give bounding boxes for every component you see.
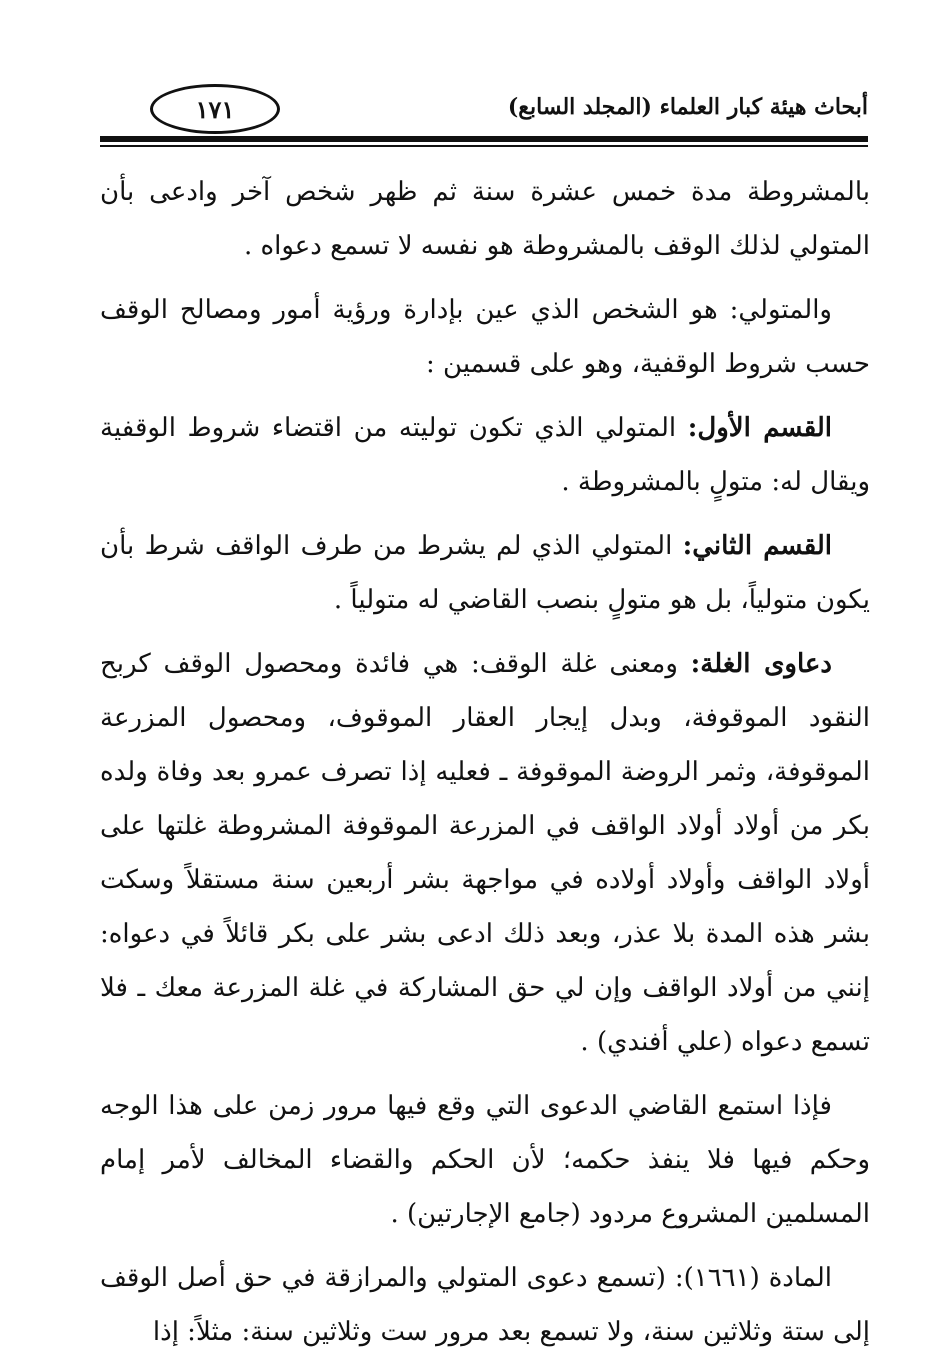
- paragraph-4: [100, 519, 870, 627]
- paragraph-4-text: المتولي الذي لم يشرط من طرف الواقف شرط بأن يكون متولياً، بل هو متولٍ بنصب القاضي له متولياً .: [100, 531, 870, 615]
- paragraph-3-text: المتولي الذي تكون توليته من اقتضاء شروط الوقفية ويقال له: متولٍ بالمشروطة .: [100, 413, 870, 497]
- page-header: [100, 84, 868, 146]
- paragraph-5-text: ومعنى غلة الوقف: هي فائدة ومحصول الوقف كربح النقود الموقوفة، وبدل إيجار العقار الموقوف، ومحصول المزرعة الموقوفة، وثمر الروضة الموقوفة ـ فعليه إذا تصرف عمرو بعد وفاة ولده بكر من أولاد أولاد الواقف في المزرعة الموقوفة المشروطة غلتها على أولاد الواقف وأولاد أولاده في مواجهة بشر أربعين سنة مستقلاً وسكت بشر هذه المدة بلا عذر، وبعد ذلك ادعى بشر على بكر قائلاً في دعواه: إنني من أولاد الواقف وإن لي حق المشاركة في غلة المزرعة معك ـ فلا تسمع دعواه (علي أفندي) .: [100, 649, 870, 1057]
- paragraph-5: [100, 637, 870, 1069]
- paragraph-3: [100, 401, 870, 509]
- section-term-second: القسم الثاني:: [682, 531, 833, 561]
- paragraph-2: والمتولي: هو الشخص الذي عين بإدارة ورؤية أمور ومصالح الوقف حسب شروط الوقفية، وهو على قسمين :: [100, 295, 870, 379]
- paragraph-6: فإذا استمع القاضي الدعوى التي وقع فيها مرور زمن على هذا الوجه وحكم فيها فلا ينفذ حكمه؛ لأن الحكم والقضاء المخالف لأمر إمام المسلمين المشروع مردود (جامع الإجارتين) .: [100, 1091, 870, 1229]
- page-body: [100, 165, 870, 1369]
- paragraph-7: المادة (١٦٦١): (تسمع دعوى المتولي والمرازقة في حق أصل الوقف إلى ستة وثلاثين سنة، ولا تسمع بعد مرور ست وثلاثين سنة: مثلاً: إذا: [100, 1263, 870, 1347]
- section-term-yield-claims: دعاوى الغلة:: [690, 649, 832, 679]
- running-title: أبحاث هيئة كبار العلماء (المجلد السابع): [507, 94, 868, 120]
- section-term-first: القسم الأول:: [687, 413, 832, 443]
- paragraph-1: بالمشروطة مدة خمس عشرة سنة ثم ظهر شخص آخر وادعى بأن المتولي لذلك الوقف بالمشروطة هو نفسه لا تسمع دعواه .: [100, 177, 870, 261]
- header-rule-thin: [100, 145, 868, 147]
- header-rule-thick: [100, 136, 868, 142]
- page-number: ١٧١: [150, 84, 280, 134]
